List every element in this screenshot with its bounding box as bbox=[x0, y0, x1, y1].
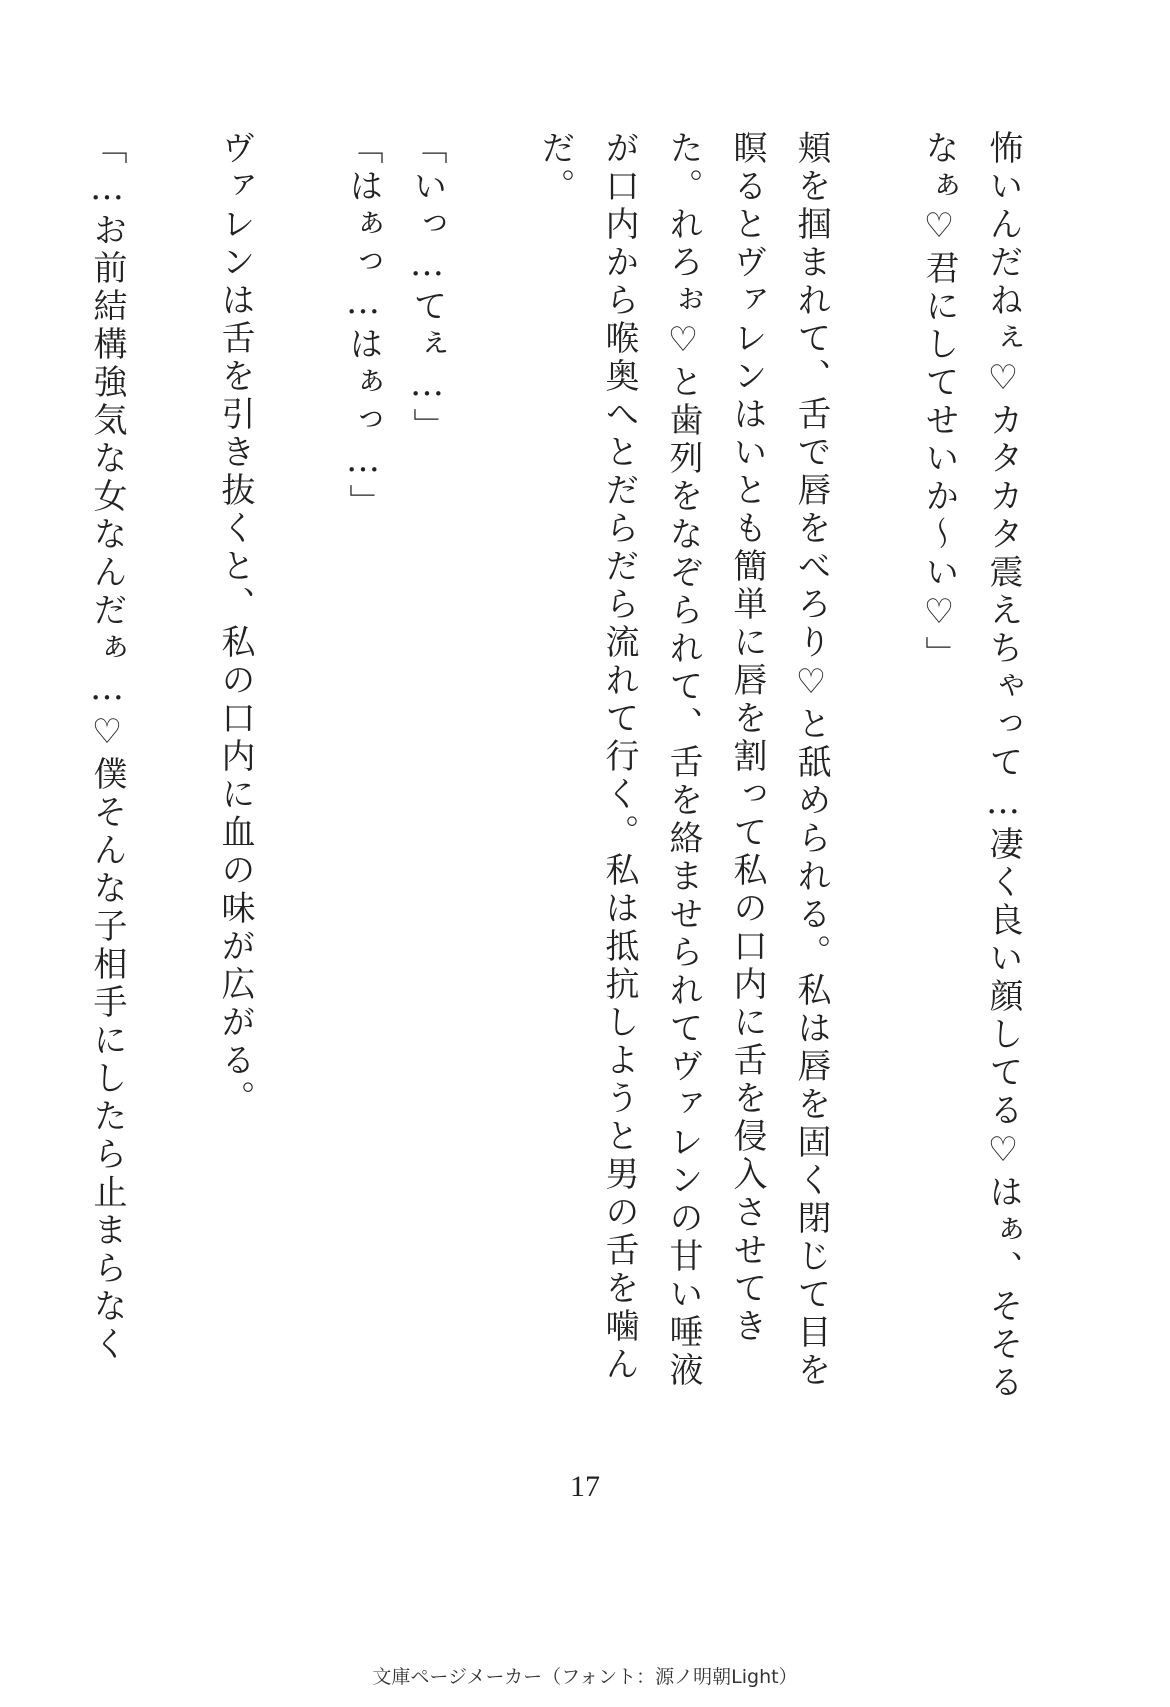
blank-line-2 bbox=[459, 130, 523, 1420]
paragraph-1: 怖いんだねぇ♡カタカタ震えちゃって…凄く良い顔してる♡はぁ、そそるなぁ♡君にしてせいか〜い♡」 bbox=[919, 130, 1023, 1402]
dialogue-1: 「いっ…てぇ…」 bbox=[407, 130, 447, 446]
footer-credit: 文庫ページメーカー（フォント：源ノ明朝Light） bbox=[372, 1666, 798, 1688]
blank-line-4 bbox=[139, 130, 203, 1420]
blank-line-3 bbox=[267, 130, 331, 1420]
dialogue-3: 「…お前結構強気な女なんだぁ…♡僕そんな子相手にしたら止まらなく bbox=[87, 130, 127, 1364]
blank-line-1 bbox=[843, 130, 907, 1420]
dialogue-2: 「はぁっ…はぁっ…」 bbox=[343, 130, 383, 522]
paragraph-3: ヴァレンは舌を引き抜くと、私の口内に血の味が広がる。 bbox=[215, 130, 255, 1118]
page-number: 17 bbox=[570, 1470, 600, 1503]
paragraph-2: 頬を掴まれて、舌で唇をべろり♡と舐められる。私は唇を固く閉じて目を瞑るとヴァレンはいとも簡単に唇を割って私の口内に舌を侵入させてきた。れろぉ♡と歯列をなぞられて、舌を絡ませられてヴァレンの甘い唾液が口内から喉奥へとだらだら流れて行く。私は抵抗しようと男の舌を噛んだ。 bbox=[535, 130, 831, 1390]
vertical-text-body bbox=[75, 130, 1035, 1420]
